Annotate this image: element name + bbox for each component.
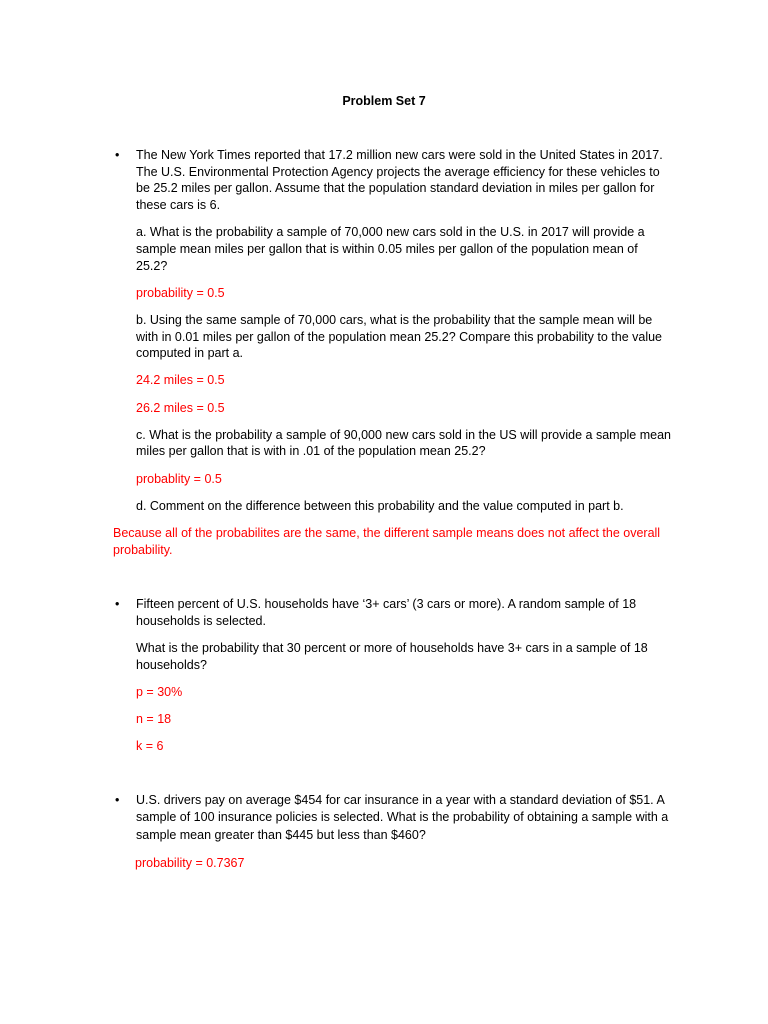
text-line: households? — [136, 657, 207, 672]
text-line: What is the probability that 30 percent or more of households have 3+ cars in a sample of 18 — [136, 640, 648, 655]
problem-2-answer-k — [136, 738, 736, 755]
problem-2-question — [136, 640, 736, 673]
answer-line: probability = 0.5 — [136, 285, 225, 300]
bullet-marker: • — [115, 148, 120, 162]
problem-1 — [113, 147, 736, 569]
problem-1-answer-b-upper — [136, 400, 736, 417]
problem-1-part-d — [136, 498, 736, 515]
text-line: households is selected. — [136, 613, 266, 628]
text-line: 25.2? — [136, 258, 168, 273]
problem-2-answer-n — [136, 711, 736, 728]
problem-1-part-c — [136, 427, 736, 460]
answer-line: 24.2 miles = 0.5 — [136, 373, 225, 388]
text-line: with in 0.01 miles per gallon of the population mean 25.2? Compare this probability to the value — [136, 329, 663, 344]
problem-1-statement — [136, 147, 736, 214]
answer-line: probability. — [113, 542, 173, 557]
problem-1-answer-c — [136, 471, 736, 488]
bullet-marker: • — [115, 793, 120, 807]
answer-line: Because all of the probabilites are the same, the different sample means does not affect the overall — [113, 525, 661, 540]
problem-2-statement — [136, 596, 736, 629]
problem-3-answer — [135, 855, 736, 872]
text-line: c. What is the probability a sample of 90,000 new cars sold in the US will provide a sample mean — [136, 427, 671, 442]
answer-line: k = 6 — [136, 738, 164, 753]
text-line: U.S. drivers pay on average $454 for car insurance in a year with a standard deviation of $51. A — [136, 793, 665, 807]
bullet-marker: • — [115, 597, 120, 611]
text-line: Fifteen percent of U.S. households have ‘3+ cars’ (3 cars or more). A random sample of 18 — [136, 597, 637, 611]
problem-3-statement — [136, 792, 736, 844]
text-line: a. What is the probability a sample of 70,000 new cars sold in the U.S. in 2017 will provide a — [136, 225, 645, 240]
problem-1-answer-b-lower — [136, 372, 736, 389]
text-line: The U.S. Environmental Protection Agency projects the average efficiency for these vehicles to — [136, 164, 660, 179]
text-line: The New York Times reported that 17.2 million new cars were sold in the United States in 2017. — [136, 148, 663, 162]
text-line: be 25.2 miles per gallon. Assume that the population standard deviation in miles per gallon for — [136, 181, 655, 196]
text-line: sample of 100 insurance policies is selected. What is the probability of obtaining a sample with a — [136, 810, 669, 825]
text-line: sample mean miles per gallon that is within 0.05 miles per gallon of the population mean of — [136, 241, 638, 256]
problem-1-answer-a — [136, 285, 736, 302]
answer-line: n = 18 — [136, 711, 172, 726]
text-line: these cars is 6. — [136, 198, 221, 213]
answer-line: probability = 0.7367 — [135, 855, 245, 870]
text-line: miles per gallon that is with in .01 of the population mean 25.2? — [136, 444, 486, 459]
problem-1-answer-d — [113, 525, 736, 558]
problem-3 — [115, 792, 736, 883]
text-line: b. Using the same sample of 70,000 cars, what is the probability that the sample mean will be — [136, 312, 653, 327]
problem-2 — [115, 596, 736, 765]
answer-line: p = 30% — [136, 684, 183, 699]
answer-line: 26.2 miles = 0.5 — [136, 400, 225, 415]
problem-1-part-a — [136, 224, 736, 274]
text-line: computed in part a. — [136, 346, 244, 361]
text-line: d. Comment on the difference between this probability and the value computed in part b. — [136, 498, 624, 513]
page-title: Problem Set 7 — [342, 94, 426, 108]
text-line: sample mean greater than $445 but less than $460? — [136, 827, 426, 842]
problem-1-part-b — [136, 312, 736, 362]
problem-2-answer-p — [136, 684, 736, 701]
answer-line: probablity = 0.5 — [136, 471, 222, 486]
